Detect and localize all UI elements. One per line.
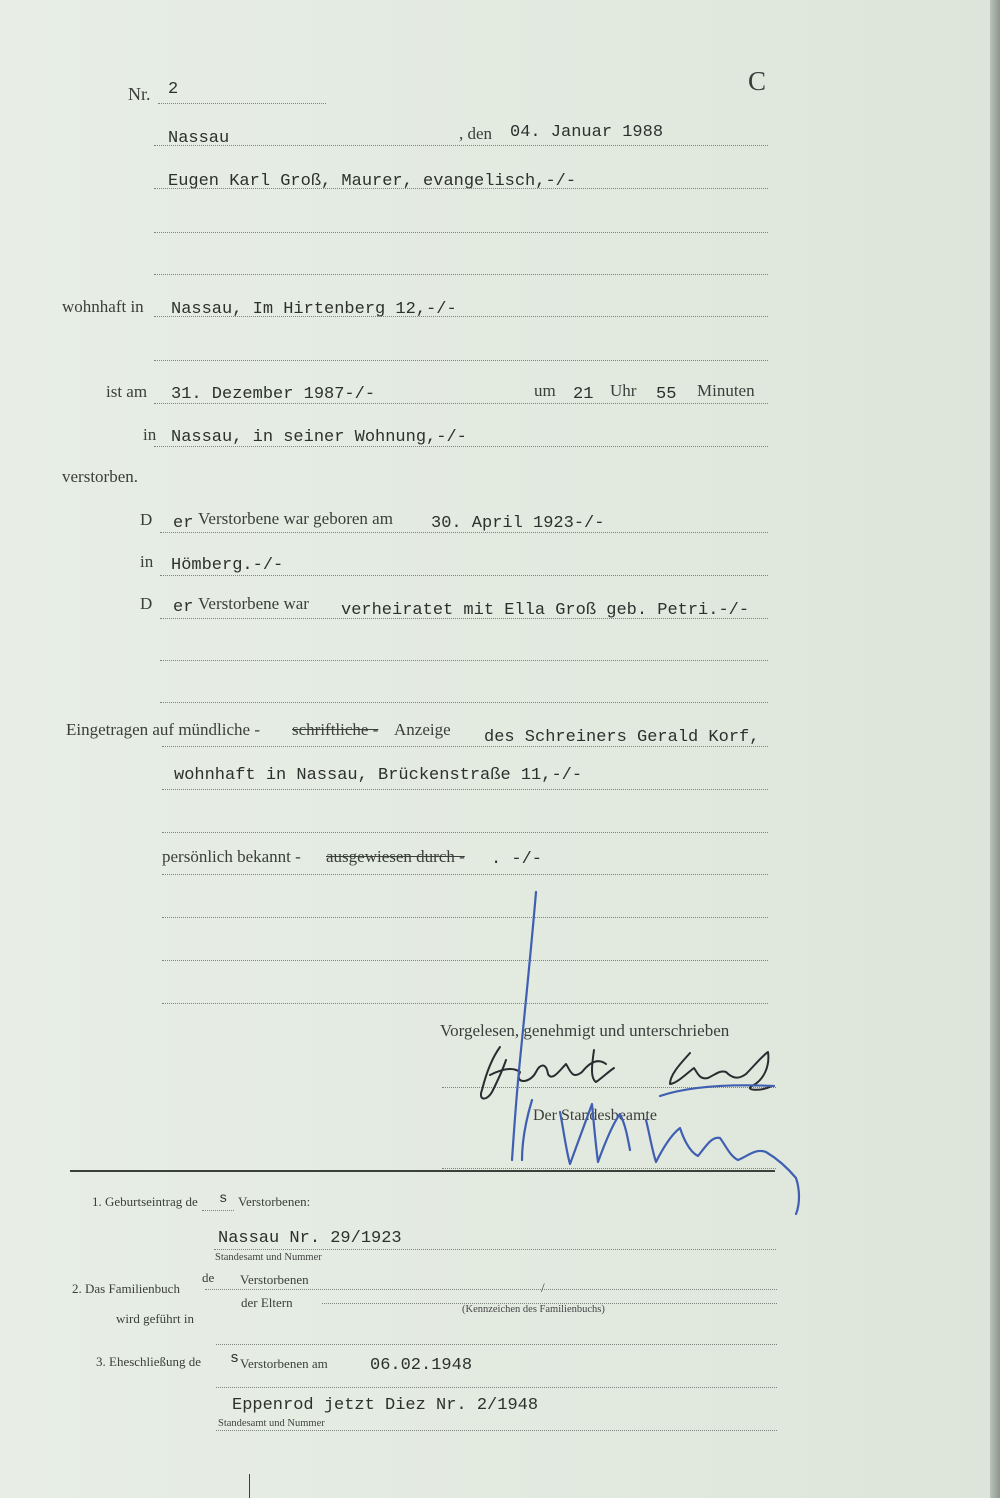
item2-de: de bbox=[202, 1270, 215, 1285]
official-signature-image bbox=[512, 892, 799, 1214]
residence-label: wohnhaft in bbox=[62, 297, 144, 316]
item1-value: Nassau Nr. 29/1923 bbox=[218, 1229, 402, 1248]
marital-article: er bbox=[173, 598, 194, 617]
anzeige-label: Anzeige bbox=[394, 720, 451, 739]
item2-caption: (Kennzeichen des Familienbuchs) bbox=[462, 1304, 605, 1315]
death-place: Nassau, in seiner Wohnung,-/- bbox=[171, 428, 467, 447]
minuten-label: Minuten bbox=[697, 381, 755, 400]
item3-caption: Standesamt und Nummer bbox=[218, 1418, 325, 1429]
marital-label: Verstorbene war bbox=[198, 594, 309, 613]
date-value: 04. Januar 1988 bbox=[510, 123, 664, 142]
marital-d-label: D bbox=[140, 594, 153, 613]
birth-date: 30. April 1923-/- bbox=[431, 514, 605, 533]
birth-place: Hömberg.-/- bbox=[171, 556, 284, 575]
standesbeamte-label: Der Standesbeamte bbox=[533, 1107, 657, 1124]
birth-d-label: D bbox=[140, 510, 153, 529]
read-approved-label: Vorgelesen, genehmigt und unterschrieben bbox=[440, 1021, 730, 1040]
struck-schriftliche: schriftliche - bbox=[292, 720, 379, 739]
place-value: Nassau bbox=[168, 129, 230, 148]
item2-verstorbenen: Verstorbenen bbox=[240, 1272, 309, 1287]
item3-date-line bbox=[216, 1387, 777, 1388]
um-label: um bbox=[534, 381, 556, 400]
geboren-label: Verstorbene war geboren am bbox=[198, 509, 393, 528]
ist-am-label: ist am bbox=[106, 382, 148, 401]
binding-mark bbox=[249, 1474, 250, 1498]
residence-value: Nassau, Im Hirtenberg 12,-/- bbox=[171, 300, 457, 319]
informant-line-2: wohnhaft in Nassau, Brückenstraße 11,-/- bbox=[174, 766, 583, 785]
item2-wird: wird geführt in bbox=[116, 1311, 194, 1326]
death-hour: 21 bbox=[573, 385, 594, 404]
item1-caption: Standesamt und Nummer bbox=[215, 1252, 322, 1263]
verstorben-label: verstorben. bbox=[62, 467, 139, 486]
nr-value: 2 bbox=[168, 80, 179, 99]
item2-label: 2. Das Familienbuch bbox=[72, 1281, 180, 1296]
birth-in-label: in bbox=[140, 552, 154, 571]
death-in-label: in bbox=[143, 425, 157, 444]
item3-suffix: Verstorbenen am bbox=[240, 1356, 328, 1371]
uhr-label: Uhr bbox=[610, 381, 637, 400]
item1-letter: s bbox=[219, 1191, 228, 1207]
birth-article: er bbox=[173, 514, 194, 533]
informant-line-1: des Schreiners Gerald Korf, bbox=[484, 728, 760, 747]
item1-line bbox=[214, 1249, 776, 1250]
item2-line bbox=[205, 1289, 777, 1290]
item3-value: Eppenrod jetzt Diez Nr. 2/1948 bbox=[232, 1396, 539, 1415]
deceased-name: Eugen Karl Groß, Maurer, evangelisch,-/- bbox=[168, 172, 577, 191]
informant-signature-image bbox=[481, 1047, 772, 1099]
item3-label: 3. Eheschließung de bbox=[96, 1354, 202, 1369]
item2-slash: / bbox=[541, 1280, 545, 1295]
death-minutes: 55 bbox=[656, 385, 677, 404]
item3-line bbox=[216, 1430, 777, 1431]
item2-eltern: der Eltern bbox=[241, 1295, 293, 1310]
bekannt-label: persönlich bekannt - bbox=[162, 847, 301, 866]
eingetragen-label: Eingetragen auf mündliche - bbox=[66, 720, 261, 739]
item1-letter-line bbox=[202, 1210, 234, 1211]
struck-ausgewiesen: ausgewiesen durch - bbox=[326, 847, 465, 866]
item1-suffix: Verstorbenen: bbox=[238, 1194, 311, 1209]
series-letter: C bbox=[748, 66, 767, 96]
item1-label: 1. Geburtseintrag de bbox=[92, 1194, 198, 1209]
item3-letter: s bbox=[230, 1350, 240, 1367]
footer-separator bbox=[70, 1170, 775, 1172]
den-label: , den bbox=[459, 124, 493, 143]
bekannt-value: . -/- bbox=[491, 850, 543, 869]
nr-label: Nr. bbox=[128, 84, 151, 104]
item3-date: 06.02.1948 bbox=[370, 1356, 473, 1375]
death-date: 31. Dezember 1987-/- bbox=[171, 385, 376, 404]
item2-blank-line bbox=[216, 1344, 777, 1345]
marital-value: verheiratet mit Ella Groß geb. Petri.-/- bbox=[341, 601, 750, 620]
